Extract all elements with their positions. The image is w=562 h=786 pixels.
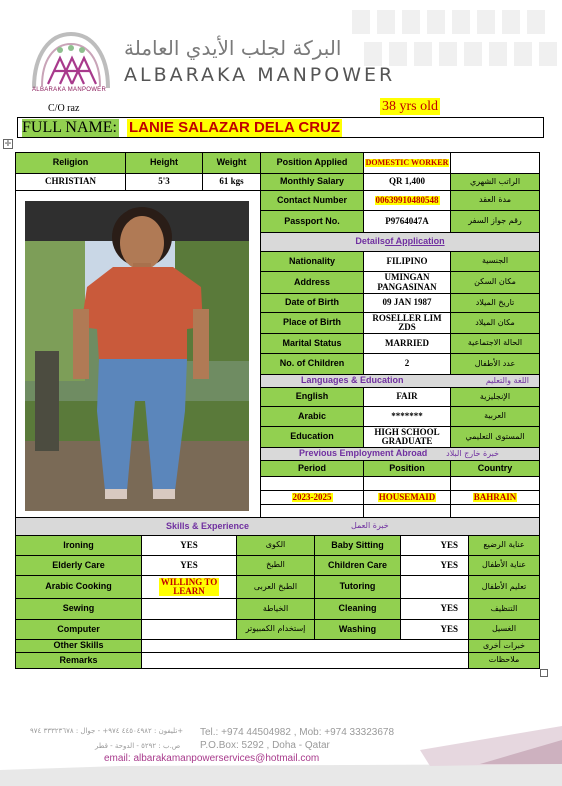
english-company-title: ALBARAKA MANPOWER (124, 64, 396, 86)
ironing-value: YES (141, 535, 237, 556)
position-header: Position (363, 460, 451, 477)
position-applied-ar-cell (450, 152, 540, 174)
date-of-birth-value: 09 JAN 1987 (363, 293, 451, 313)
arabic-cooking-ar: الطبخ العربى (236, 575, 315, 599)
marital-status-label: Marital Status (260, 333, 364, 354)
monthly-salary-value: QR 1,400 (363, 173, 451, 191)
nationality-label: Nationality (260, 251, 364, 272)
country-header: Country (450, 460, 540, 477)
languages-title-ar: اللغة والتعليم (485, 375, 529, 385)
date-of-birth-label: Date of Birth (260, 293, 364, 313)
details-title-link: of Application (384, 236, 445, 247)
employment-blank2-period (260, 504, 364, 518)
full-name-row (17, 117, 544, 138)
languages-section-header (260, 374, 540, 388)
passport-value: P9764047A (363, 210, 451, 233)
computer-label: Computer (15, 619, 142, 640)
employment-position-cell (363, 490, 451, 505)
baby-sitting-label: Baby Sitting (314, 535, 401, 556)
baby-sitting-ar: عناية الرضيع (468, 535, 540, 556)
arabic-cooking-value: WILLING TO LEARN (160, 577, 218, 596)
passport-label: Passport No. (260, 210, 364, 233)
cleaning-label: Cleaning (314, 598, 401, 620)
arabic-cooking-label: Arabic Cooking (15, 575, 142, 599)
marital-status-value: MARRIED (363, 333, 451, 354)
arabic-value: ******* (363, 406, 451, 427)
employment-blank-position (363, 476, 451, 491)
sewing-label: Sewing (15, 598, 142, 620)
education-value: HIGH SCHOOL GRADUATE (363, 426, 451, 448)
address-value: UMINGAN PANGASINAN (363, 271, 451, 294)
ironing-ar: الكوى (236, 535, 315, 556)
contact-value: 00639910480548 (375, 194, 439, 205)
employment-period-cell (260, 490, 364, 505)
arabic-ar: العربية (450, 406, 540, 427)
children-care-value: YES (400, 555, 469, 576)
contact-label: Contact Number (260, 190, 364, 211)
cleaning-ar: التنظيف (468, 598, 540, 620)
tutoring-label: Tutoring (314, 575, 401, 599)
cleaning-value: YES (400, 598, 469, 620)
place-of-birth-value: ROSELLER LIM ZDS (363, 312, 451, 334)
marital-status-ar: الحالة الاجتماعية (450, 333, 540, 354)
washing-label: Washing (314, 619, 401, 640)
passport-ar: رقم جواز السفر (450, 210, 540, 233)
children-care-ar: عناية الأطفال (468, 555, 540, 576)
other-skills-label: Other Skills (15, 639, 142, 653)
position-applied-cell (363, 152, 451, 174)
logo-caption: ALBARAKA MANPOWER (32, 87, 107, 93)
position-applied-value: DOMESTIC WORKER (365, 158, 449, 167)
arabic-cooking-cell (141, 575, 237, 599)
tutoring-value (400, 575, 469, 599)
remarks-label: Remarks (15, 652, 142, 669)
nationality-value: FILIPINO (363, 251, 451, 272)
address-ar: مكان السكن (450, 271, 540, 294)
computer-value (141, 619, 237, 640)
english-label: English (260, 387, 364, 407)
employment-title-ar: خبرة خارج البلاد (446, 448, 499, 458)
education-label: Education (260, 426, 364, 448)
employment-country-cell (450, 490, 540, 505)
employment-position-value: HOUSEMAID (378, 491, 436, 502)
other-skills-ar: خبرات أخرى (468, 639, 540, 653)
religion-value: CHRISTIAN (15, 173, 126, 191)
skills-title-ar: خبرة العمل (351, 521, 389, 531)
full-name-label: FULL NAME: (22, 118, 117, 136)
sewing-ar: الخياطة (236, 598, 315, 620)
contact-cell (363, 190, 451, 211)
religion-header: Religion (15, 152, 126, 174)
skills-section-header (15, 517, 540, 536)
contact-ar: مدة العقد (450, 190, 540, 211)
washing-ar: الغسيل (468, 619, 540, 640)
place-of-birth-label: Place of Birth (260, 312, 364, 334)
baby-sitting-value: YES (400, 535, 469, 556)
employment-blank-period (260, 476, 364, 491)
footer-tel-arabic: تليفون : ٤٤٥٠٤٩٨٢ ٩٧٤+ - جوال : ٣٣٣٢٣٦٧٨ ٩٧٤+ (30, 727, 184, 735)
washing-value: YES (400, 619, 469, 640)
children-value: 2 (363, 353, 451, 375)
children-care-label: Children Care (314, 555, 401, 576)
nationality-ar: الجنسية (450, 251, 540, 272)
footer-po-arabic: ص.ب : ٥٢٩٢ - الدوحة - قطر (95, 742, 181, 750)
english-value: FAIR (363, 387, 451, 407)
computer-ar: إستخدام الكمبيوتر (236, 619, 315, 640)
full-name-value: LANIE SALAZAR DELA CRUZ (128, 118, 341, 136)
remarks-value (141, 652, 469, 669)
tutoring-ar: تعليم الأطفال (468, 575, 540, 599)
children-ar: عدد الأطفال (450, 353, 540, 375)
arabic-company-title: البركة لجلب الأيدي العاملة (124, 36, 342, 60)
date-of-birth-ar: تاريخ الميلاد (450, 293, 540, 313)
table-move-handle-icon[interactable]: ✛ (4, 139, 12, 148)
details-title-prefix: Details (355, 236, 385, 247)
applicant-photo (25, 201, 249, 511)
children-label: No. of Children (260, 353, 364, 375)
ironing-label: Ironing (15, 535, 142, 556)
height-header: Height (125, 152, 203, 174)
employment-country-value: BAHRAIN (473, 491, 517, 502)
age-badge: 38 yrs old (382, 99, 438, 114)
english-ar: الإنجليزية (450, 387, 540, 407)
employment-period-value: 2023-2025 (292, 491, 332, 502)
place-of-birth-ar: مكان الميلاد (450, 312, 540, 334)
elderly-care-ar: الطبخ (236, 555, 315, 576)
height-value: 5'3 (125, 173, 203, 191)
details-section-header (260, 232, 540, 252)
arabic-label: Arabic (260, 406, 364, 427)
table-resize-handle-icon[interactable] (540, 669, 548, 677)
languages-title: Languages & Education (301, 375, 404, 386)
employment-title: Previous Employment Abroad (299, 448, 428, 459)
weight-header: Weight (202, 152, 261, 174)
employment-blank2-country (450, 504, 540, 518)
period-header: Period (260, 460, 364, 477)
education-ar: المستوى التعليمي (450, 426, 540, 448)
footer-email: email: albarakamanpowerservices@hotmail.com (104, 753, 320, 764)
company-logo (30, 26, 112, 96)
remarks-ar: ملاحظات (468, 652, 540, 669)
weight-value: 61 kgs (202, 173, 261, 191)
employment-blank2-position (363, 504, 451, 518)
monthly-salary-label: Monthly Salary (260, 173, 364, 191)
position-applied-header: Position Applied (260, 152, 364, 174)
other-skills-value (141, 639, 469, 653)
elderly-care-value: YES (141, 555, 237, 576)
address-label: Address (260, 271, 364, 294)
footer-po-box: P.O.Box: 5292 , Doha - Qatar (200, 740, 330, 751)
footer-tel: Tel.: +974 44504982 , Mob: +974 33323678 (200, 727, 395, 738)
monthly-salary-ar: الراتب الشهري (450, 173, 540, 191)
care-of (48, 103, 79, 114)
employment-section-header (260, 447, 540, 461)
elderly-care-label: Elderly Care (15, 555, 142, 576)
care-of-text: C/O raz (48, 103, 80, 114)
employment-blank-country (450, 476, 540, 491)
sewing-value (141, 598, 237, 620)
skills-title: Skills & Experience (166, 520, 250, 531)
